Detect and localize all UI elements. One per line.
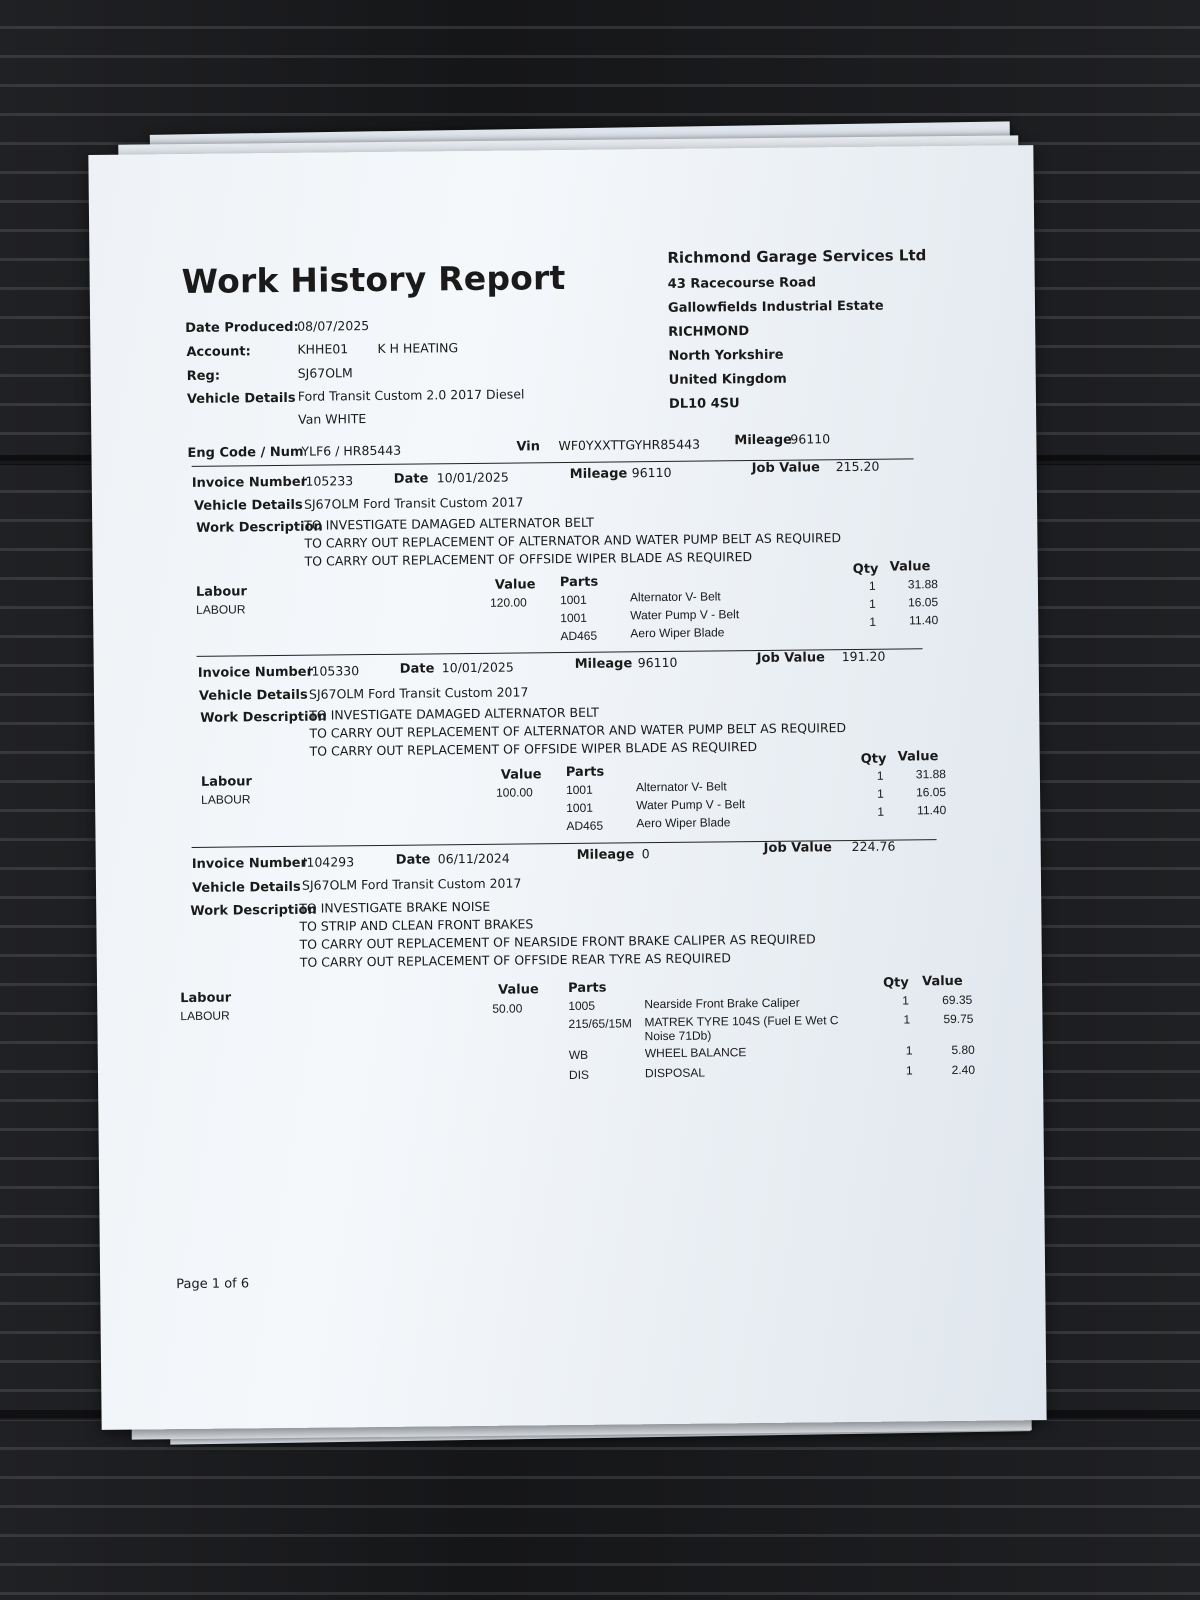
part-code: 1001 (560, 610, 588, 626)
parts-header: Parts (559, 574, 599, 591)
invoice-mileage-label: Mileage (576, 847, 635, 863)
part-qty: 1 (905, 1043, 913, 1058)
part-description: Aero Wiper Blade (630, 625, 725, 641)
labour-value-header: Value (498, 982, 539, 998)
part-code: 1005 (568, 998, 596, 1014)
account-label: Account: (186, 344, 251, 360)
part-value: 69.35 (942, 992, 973, 1008)
part-code: 215/65/15M (568, 1016, 632, 1032)
work-description-line: TO CARRY OUT REPLACEMENT OF NEARSIDE FRONT BRAKE CALIPER AS REQUIRED (299, 931, 816, 952)
labour-header: Labour (195, 584, 247, 600)
invoice-number-label: Invoice Number (191, 855, 308, 872)
work-description-line: TO INVESTIGATE DAMAGED ALTERNATOR BELT (309, 704, 599, 723)
part-description: Alternator V- Belt (629, 589, 721, 605)
part-qty: 1 (869, 596, 876, 611)
part-value: 31.88 (907, 577, 938, 592)
labour-value-header: Value (500, 767, 542, 783)
account-code: KHHE01 (297, 341, 349, 357)
part-value-header: Value (889, 559, 931, 575)
report-page (88, 145, 1046, 1430)
part-value: 31.88 (915, 767, 946, 782)
part-description: Nearside Front Brake Caliper (644, 995, 800, 1012)
part-value-header: Value (921, 973, 963, 990)
invoice-vehicle-label: Vehicle Details (193, 497, 303, 514)
invoice-date-label: Date (399, 661, 435, 677)
part-qty: 1 (868, 578, 876, 593)
part-description: Aero Wiper Blade (636, 815, 731, 831)
part-description-cont: Noise 71Db) (644, 1028, 712, 1044)
labour-header: Labour (180, 990, 232, 1007)
report-title: Work History Report (181, 257, 566, 302)
invoice-vehicle-label: Vehicle Details (191, 879, 301, 896)
invoice-date: 10/01/2025 (436, 469, 509, 486)
vehicle-details-line2: Van WHITE (298, 411, 367, 427)
job-value-label: Job Value (756, 650, 825, 667)
invoice-mileage-label: Mileage (574, 656, 633, 672)
part-code: AD465 (566, 818, 604, 834)
eng-code-value: YLF6 / HR85443 (301, 442, 402, 459)
vehicle-details-line1: Ford Transit Custom 2.0 2017 Diesel (297, 386, 525, 404)
work-description-line: TO INVESTIGATE BRAKE NOISE (299, 898, 491, 916)
part-qty: 1 (877, 804, 885, 819)
part-value: 11.40 (909, 613, 939, 628)
invoice-vehicle: SJ67OLM Ford Transit Custom 2017 (308, 684, 529, 702)
labour-name: LABOUR (196, 602, 246, 617)
vehicle-details-label: Vehicle Details (186, 390, 296, 407)
part-value-header: Value (897, 749, 939, 765)
invoice-number: I105233 (301, 473, 354, 489)
part-value: 16.05 (915, 785, 947, 800)
garage-name: Richmond Garage Services Ltd (667, 246, 927, 267)
invoice-date-label: Date (393, 471, 429, 487)
qty-header: Qty (860, 751, 887, 767)
part-qty: 1 (905, 1063, 913, 1078)
part-qty: 1 (902, 993, 910, 1008)
invoice-mileage: 96110 (637, 654, 678, 671)
work-description-label: Work Description (190, 902, 317, 919)
garage-address-line: North Yorkshire (668, 347, 784, 364)
eng-code-label: Eng Code / Num (187, 444, 304, 461)
date-produced-label: Date Produced: (185, 319, 299, 336)
part-value: 5.80 (951, 1042, 975, 1057)
part-qty: 1 (877, 786, 884, 801)
work-description-line: TO INVESTIGATE DAMAGED ALTERNATOR BELT (304, 514, 594, 533)
garage-address-line: DL10 4SU (668, 396, 740, 412)
work-description-label: Work Description (200, 709, 327, 726)
work-description-line: TO CARRY OUT REPLACEMENT OF ALTERNATOR AND WATER PUMP BELT AS REQUIRED (304, 530, 842, 551)
invoice-mileage: 96110 (631, 464, 672, 481)
garage-address-line: United Kingdom (668, 371, 787, 388)
part-description: MATREK TYRE 104S (Fuel E Wet C (644, 1013, 839, 1030)
labour-name: LABOUR (180, 1008, 230, 1024)
vin-value: WF0YXXTTGYHR85443 (558, 436, 701, 454)
labour-value: 50.00 (492, 1001, 523, 1016)
job-value-label: Job Value (763, 840, 832, 856)
job-value: 215.20 (835, 458, 880, 475)
date-produced-value: 08/07/2025 (297, 318, 370, 334)
garage-address-line: 43 Racecourse Road (667, 275, 817, 292)
invoice-number: I105330 (307, 663, 360, 679)
invoice-mileage-label: Mileage (569, 466, 628, 482)
part-value: 59.75 (943, 1011, 974, 1027)
vin-label: Vin (516, 439, 541, 455)
job-value: 191.20 (841, 648, 886, 665)
parts-header: Parts (565, 764, 605, 781)
invoice-vehicle: SJ67OLM Ford Transit Custom 2017 (301, 875, 522, 893)
labour-value-header: Value (494, 577, 536, 593)
invoice-date: 06/11/2024 (437, 850, 510, 867)
part-description: WHEEL BALANCE (644, 1045, 747, 1061)
part-value: 11.40 (917, 803, 947, 818)
invoice-number-label: Invoice Number (191, 474, 308, 491)
part-code: 1001 (565, 782, 593, 798)
labour-name: LABOUR (201, 792, 251, 807)
garage-address-line: Gallowfields Industrial Estate (667, 298, 884, 316)
header-mileage-value: 96110 (790, 431, 831, 447)
reg-label: Reg: (186, 368, 221, 384)
part-value: 16.05 (907, 595, 939, 610)
part-description: Alternator V- Belt (635, 779, 727, 795)
part-code: WB (568, 1047, 589, 1063)
work-description-line: TO STRIP AND CLEAN FRONT BRAKES (299, 916, 534, 934)
work-description-line: TO CARRY OUT REPLACEMENT OF OFFSIDE WIPER BLADE AS REQUIRED (304, 549, 753, 569)
part-description: Water Pump V - Belt (636, 797, 746, 813)
work-description-line: TO CARRY OUT REPLACEMENT OF OFFSIDE WIPER BLADE AS REQUIRED (309, 739, 758, 759)
work-description-line: TO CARRY OUT REPLACEMENT OF OFFSIDE REAR TYRE AS REQUIRED (299, 950, 732, 970)
part-code: AD465 (560, 628, 598, 644)
qty-header: Qty (852, 561, 879, 578)
part-value: 2.40 (951, 1062, 976, 1077)
page-number: Page 1 of 6 (176, 1276, 250, 1293)
part-description: DISPOSAL (644, 1065, 706, 1081)
part-qty: 1 (869, 614, 877, 629)
job-value: 224.76 (851, 838, 896, 855)
part-qty: 1 (876, 768, 884, 783)
header-mileage-label: Mileage (734, 432, 793, 449)
labour-header: Labour (200, 774, 252, 790)
labour-value: 100.00 (495, 785, 533, 800)
garage-address-line: RICHMOND (668, 324, 750, 340)
job-value-label: Job Value (751, 460, 820, 477)
account-name: K H HEATING (377, 340, 459, 356)
qty-header: Qty (882, 975, 909, 991)
work-description-label: Work Description (196, 519, 323, 536)
invoice-vehicle-label: Vehicle Details (198, 687, 308, 704)
part-qty: 1 (903, 1012, 911, 1027)
invoice-date: 10/01/2025 (441, 659, 514, 676)
part-description: Water Pump V - Belt (630, 607, 740, 623)
parts-header: Parts (568, 980, 607, 997)
invoice-mileage: 0 (641, 846, 650, 862)
work-description-line: TO CARRY OUT REPLACEMENT OF ALTERNATOR AND WATER PUMP BELT AS REQUIRED (309, 720, 847, 741)
labour-value: 120.00 (489, 595, 527, 610)
invoice-vehicle: SJ67OLM Ford Transit Custom 2017 (303, 494, 524, 512)
invoice-number: I104293 (302, 854, 355, 870)
invoice-date-label: Date (395, 852, 431, 868)
reg-value: SJ67OLM (297, 365, 353, 381)
part-code: 1001 (559, 592, 587, 608)
part-code: DIS (568, 1067, 590, 1082)
invoice-number-label: Invoice Number (197, 664, 314, 681)
part-code: 1001 (566, 800, 593, 816)
